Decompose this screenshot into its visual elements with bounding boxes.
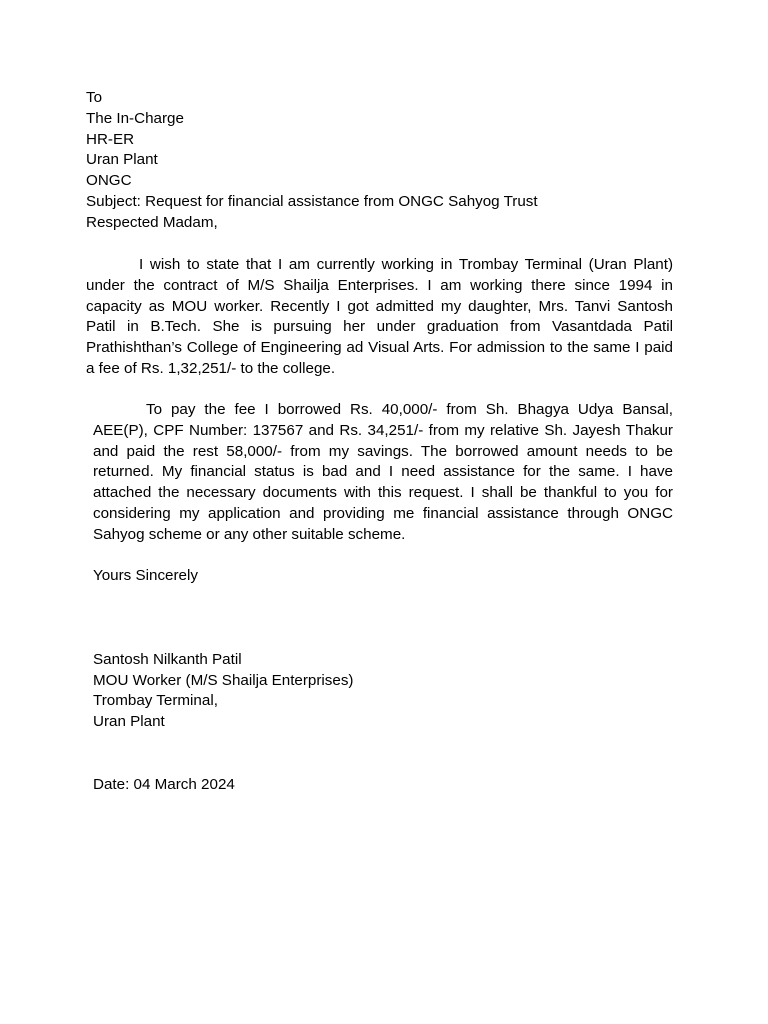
sender-workplace: Trombay Terminal, (93, 692, 218, 709)
body-paragraph-2-text: To pay the fee I borrowed Rs. 40,000/- from Sh. Bhagya Udya Bansal, AEE(P), CPF Number: 137567 and Rs. 34,251/- from my relative Sh. Jayesh Thakur and paid the rest 58,000/- from my savings. The borrowed amount needs to be returned. My financial status is bad and I need assistance for the same. I have attached the necessary documents with this request. I shall be thankful to you for considering my application and providing me financial assistance through ONGC Sahyog scheme or any other suitable scheme. (93, 401, 673, 543)
body-paragraph-1 (86, 255, 673, 380)
body-paragraph-1-text: I wish to state that I am currently working in Trombay Terminal (Uran Plant) under the contract of M/S Shailja Enterprises. I am working there since 1994 in capacity as MOU worker. Recently I got admitted my daughter, Mrs. Tanvi Santosh Patil in B.Tech. She is pursuing her under graduation from Vasantdada Patil Prathishthan’s College of Engineering ad Visual Arts. For admission to the same I paid a fee of Rs. 1,32,251/- to the college. (86, 256, 673, 377)
letter-closing: Yours Sincerely (93, 567, 198, 584)
sender-role: MOU Worker (M/S Shailja Enterprises) (93, 672, 354, 689)
letter-date: Date: 04 March 2024 (93, 776, 235, 793)
recipient-to: To (86, 89, 103, 106)
letter-subject: Subject: Request for financial assistance from ONGC Sahyog Trust (86, 193, 538, 210)
body-paragraph-2 (93, 400, 673, 546)
sender-name: Santosh Nilkanth Patil (93, 651, 242, 668)
letter-salutation: Respected Madam, (86, 214, 218, 231)
recipient-location: Uran Plant (86, 151, 158, 168)
sender-location: Uran Plant (93, 713, 165, 730)
recipient-organization: ONGC (86, 172, 132, 189)
recipient-department: HR-ER (86, 131, 135, 148)
recipient-designation: The In-Charge (86, 110, 184, 127)
